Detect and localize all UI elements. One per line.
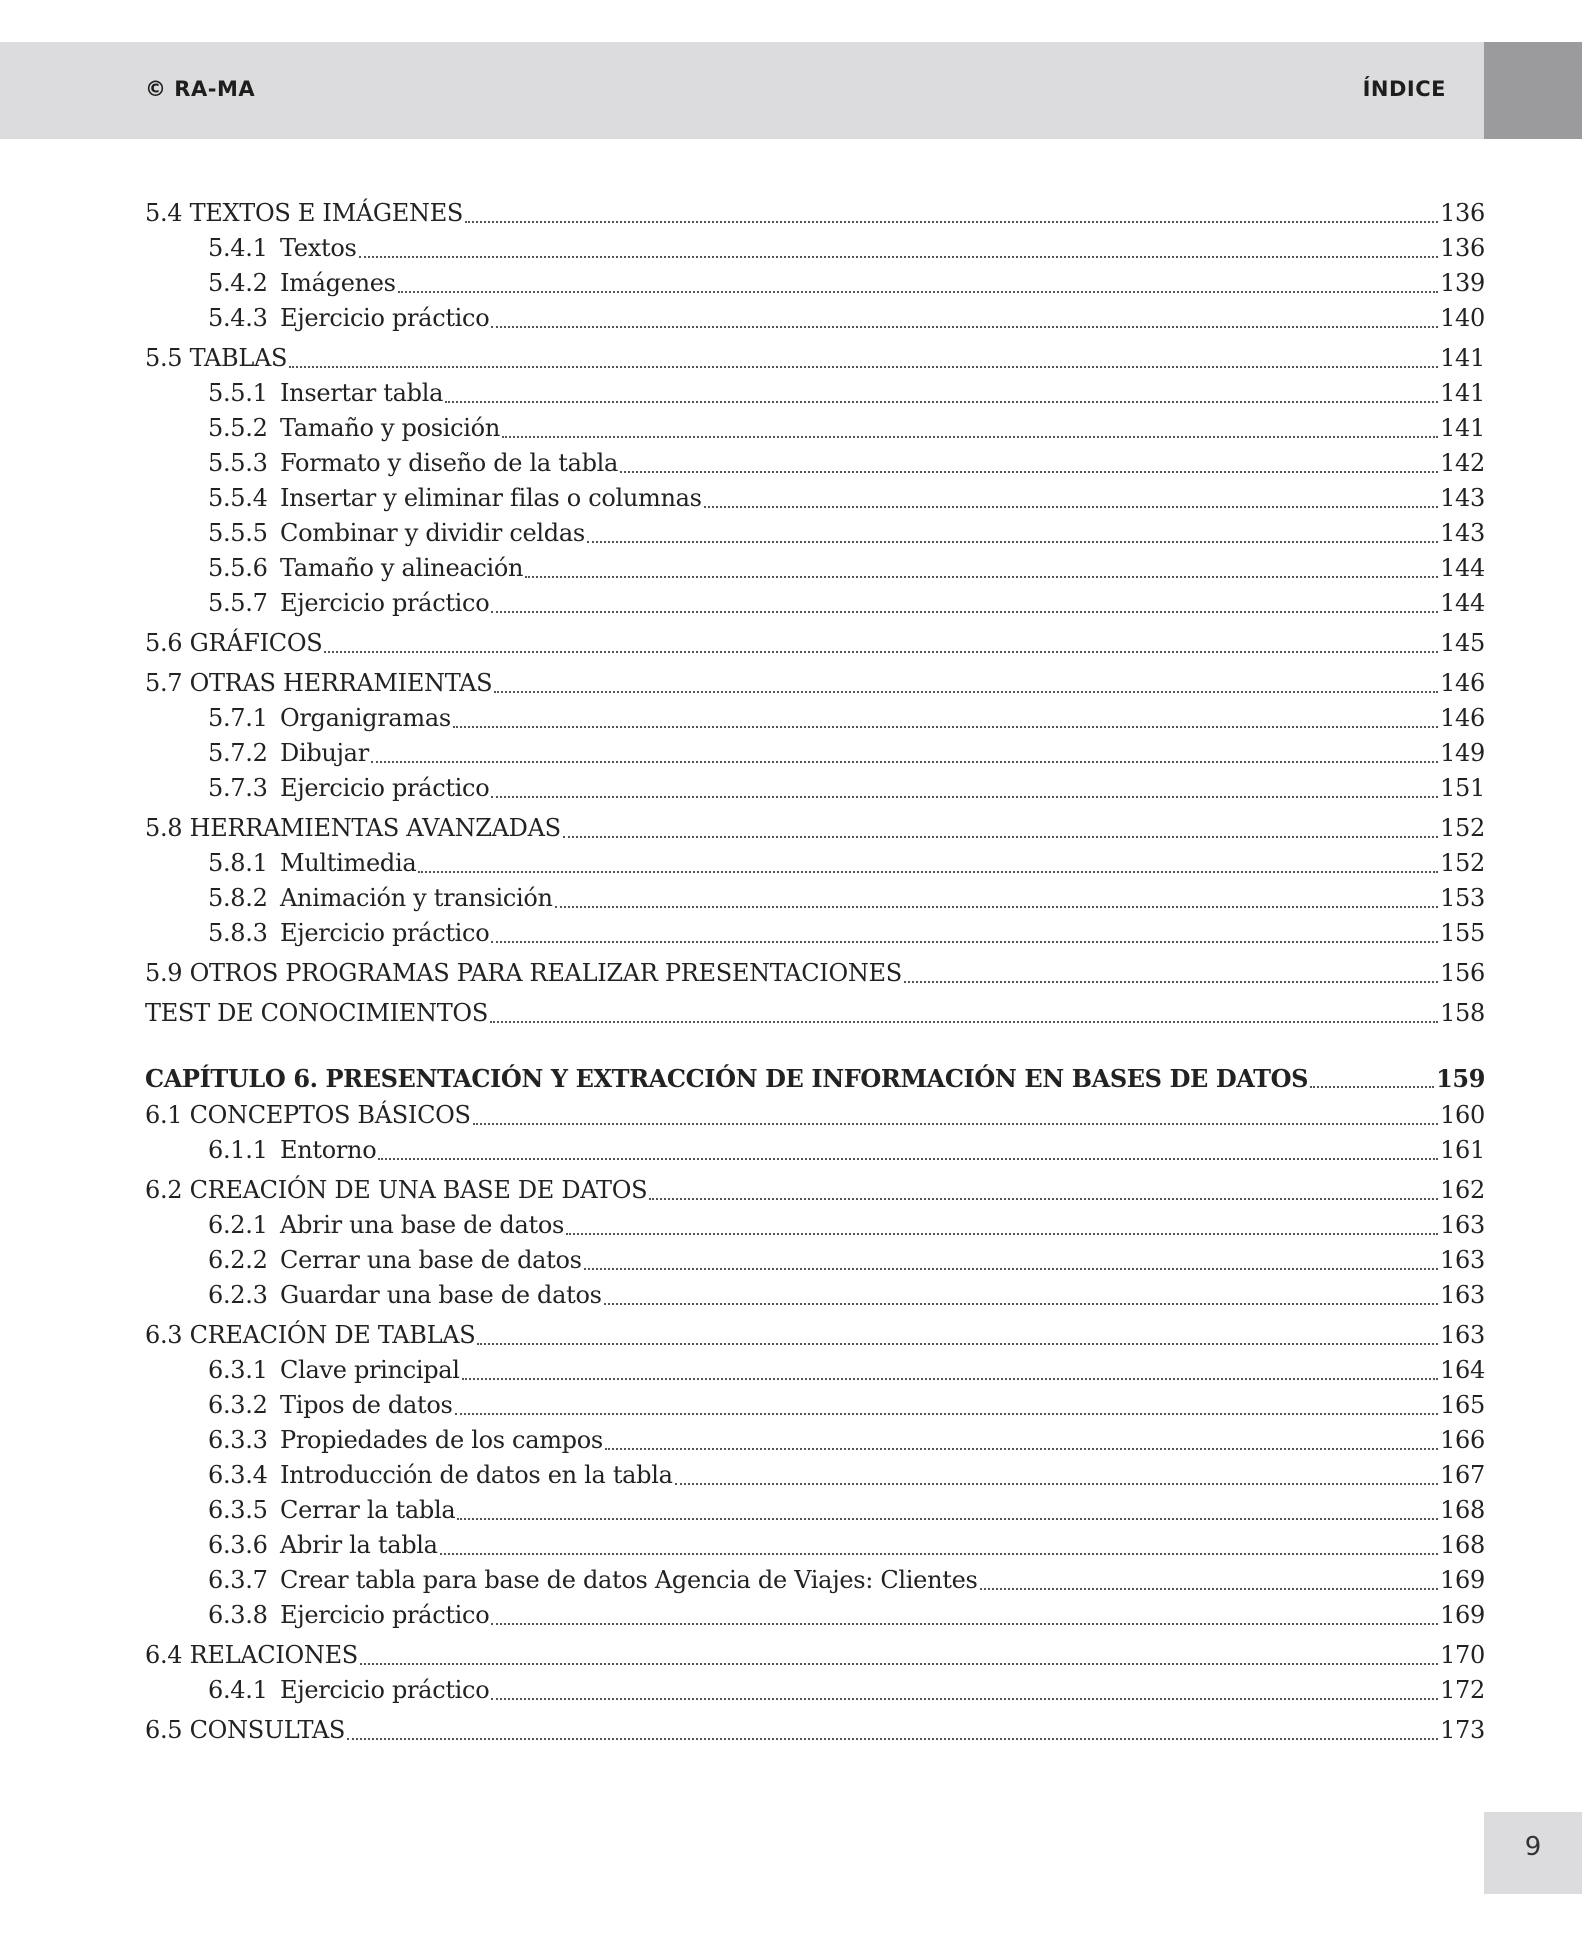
dot-leader — [491, 796, 1438, 798]
toc-entry-title: Abrir una base de datos — [280, 1211, 564, 1239]
toc-entry-title: Ejercicio práctico — [280, 774, 490, 802]
dot-leader — [566, 1233, 1438, 1235]
toc-entry — [145, 376, 1485, 411]
dot-leader — [587, 541, 1438, 543]
page-number: 9 — [1524, 1832, 1542, 1862]
toc-entry-page: 141 — [1440, 344, 1485, 372]
toc-entry-page: 166 — [1440, 1426, 1485, 1454]
dot-leader — [491, 941, 1438, 943]
toc-entry — [145, 1278, 1485, 1313]
toc-entry-number: 6.3.4 — [208, 1461, 268, 1489]
toc-entry — [145, 771, 1485, 806]
dot-leader — [457, 1518, 1438, 1520]
dot-leader — [525, 576, 1438, 578]
toc-entry-page: 152 — [1440, 814, 1485, 842]
toc-entry — [145, 1528, 1485, 1563]
dot-leader — [445, 401, 1438, 403]
toc-entry-number: 5.5.3 — [208, 449, 268, 477]
dot-leader — [704, 506, 1438, 508]
toc-entry-title: Introducción de datos en la tabla — [280, 1461, 673, 1489]
dot-leader — [465, 221, 1438, 223]
toc-entry-page: 156 — [1440, 959, 1485, 987]
toc-entry-number: 5.5.6 — [208, 554, 268, 582]
toc-entry-title: Ejercicio práctico — [280, 1676, 490, 1704]
toc-entry — [145, 586, 1485, 621]
toc-entry — [145, 1598, 1485, 1633]
dot-leader — [490, 1021, 1438, 1023]
toc-entry-page: 161 — [1440, 1136, 1485, 1164]
toc-entry — [145, 1563, 1485, 1598]
toc-entry-page: 159 — [1436, 1064, 1485, 1093]
toc-entry-page: 146 — [1440, 669, 1485, 697]
toc-entry-title: Organigramas — [280, 704, 451, 732]
toc-entry-number: 6.4.1 — [208, 1676, 268, 1704]
toc-entry-title: 6.2 CREACIÓN DE UNA BASE DE DATOS — [145, 1176, 648, 1204]
toc-entry — [145, 231, 1485, 266]
toc-entry-page: 165 — [1440, 1391, 1485, 1419]
toc-entry — [145, 481, 1485, 516]
dot-leader — [584, 1268, 1438, 1270]
toc-entry-page: 163 — [1440, 1246, 1485, 1274]
toc-entry — [145, 701, 1485, 736]
table-of-contents — [145, 196, 1485, 1748]
toc-entry-page: 168 — [1440, 1531, 1485, 1559]
toc-entry-page: 168 — [1440, 1496, 1485, 1524]
toc-entry-number: 6.1.1 — [208, 1136, 268, 1164]
toc-entry-page: 169 — [1440, 1566, 1485, 1594]
dot-leader — [494, 691, 1438, 693]
toc-entry — [145, 1713, 1485, 1748]
toc-entry-title: CAPÍTULO 6. PRESENTACIÓN Y EXTRACCIÓN DE INFORMACIÓN EN BASES DE DATOS — [145, 1064, 1309, 1093]
toc-entry-page: 153 — [1440, 884, 1485, 912]
toc-entry-title: 6.5 CONSULTAS — [145, 1716, 346, 1744]
dot-leader — [1310, 1086, 1434, 1088]
toc-entry-title: Ejercicio práctico — [280, 589, 490, 617]
toc-entry — [145, 1173, 1485, 1208]
toc-entry — [145, 1673, 1485, 1708]
toc-entry-title: 5.4 TEXTOS E IMÁGENES — [145, 199, 464, 227]
toc-entry-number: 5.4.1 — [208, 234, 268, 262]
toc-entry — [145, 846, 1485, 881]
dot-leader — [491, 326, 1438, 328]
dot-leader — [675, 1483, 1438, 1485]
section-label: ÍNDICE — [1362, 77, 1446, 101]
toc-entry-title: Tamaño y alineación — [280, 554, 524, 582]
toc-entry-page: 136 — [1440, 199, 1485, 227]
toc-entry — [145, 1493, 1485, 1528]
dot-leader — [398, 291, 1438, 293]
toc-entry — [145, 411, 1485, 446]
toc-entry-page: 164 — [1440, 1356, 1485, 1384]
dot-leader — [360, 1663, 1438, 1665]
toc-entry-page: 172 — [1440, 1676, 1485, 1704]
toc-entry-title: 6.4 RELACIONES — [145, 1641, 358, 1669]
dot-leader — [649, 1198, 1438, 1200]
dot-leader — [324, 651, 1438, 653]
dot-leader — [347, 1738, 1438, 1740]
toc-entry — [145, 1208, 1485, 1243]
toc-entry-number: 5.7.1 — [208, 704, 268, 732]
toc-entry-title: Multimedia — [280, 849, 417, 877]
dot-leader — [371, 761, 1438, 763]
toc-entry-title: Clave principal — [280, 1356, 460, 1384]
toc-entry-number: 5.5.7 — [208, 589, 268, 617]
toc-entry-title: Animación y transición — [280, 884, 553, 912]
dot-leader — [502, 436, 1438, 438]
toc-entry-title: Guardar una base de datos — [280, 1281, 602, 1309]
toc-entry-page: 162 — [1440, 1176, 1485, 1204]
dot-leader — [453, 726, 1438, 728]
toc-entry-number: 6.2.2 — [208, 1246, 268, 1274]
toc-entry-page: 144 — [1440, 554, 1485, 582]
toc-entry — [145, 916, 1485, 951]
toc-entry-number: 5.8.1 — [208, 849, 268, 877]
publisher-label: © RA-MA — [145, 77, 256, 101]
toc-entry — [145, 956, 1485, 991]
toc-entry — [145, 1243, 1485, 1278]
toc-entry-title: Crear tabla para base de datos Agencia de Viajes: Clientes — [280, 1566, 978, 1594]
toc-entry-page: 163 — [1440, 1281, 1485, 1309]
toc-entry-page: 152 — [1440, 849, 1485, 877]
toc-entry-title: Propiedades de los campos — [280, 1426, 603, 1454]
dot-leader — [455, 1413, 1439, 1415]
dot-leader — [440, 1553, 1438, 1555]
toc-entry-page: 155 — [1440, 919, 1485, 947]
toc-entry-title: 5.5 TABLAS — [145, 344, 288, 372]
toc-entry-page: 169 — [1440, 1601, 1485, 1629]
dot-leader — [473, 1123, 1438, 1125]
toc-entry — [145, 881, 1485, 916]
toc-entry — [145, 516, 1485, 551]
toc-entry — [145, 626, 1485, 661]
toc-entry-title: 5.8 HERRAMIENTAS AVANZADAS — [145, 814, 561, 842]
toc-entry-number: 5.4.2 — [208, 269, 268, 297]
toc-entry-title: Combinar y dividir celdas — [280, 519, 585, 547]
toc-entry-title: 5.7 OTRAS HERRAMIENTAS — [145, 669, 493, 697]
toc-entry-page: 158 — [1440, 999, 1485, 1027]
toc-entry-page: 146 — [1440, 704, 1485, 732]
dot-leader — [563, 836, 1438, 838]
toc-entry-title: TEST DE CONOCIMIENTOS — [145, 999, 488, 1027]
dot-leader — [378, 1158, 1438, 1160]
toc-entry — [145, 1061, 1485, 1096]
toc-entry-number: 6.2.3 — [208, 1281, 268, 1309]
dot-leader — [289, 366, 1438, 368]
toc-entry-page: 149 — [1440, 739, 1485, 767]
toc-entry-page: 136 — [1440, 234, 1485, 262]
dot-leader — [605, 1448, 1438, 1450]
toc-entry — [145, 301, 1485, 336]
toc-entry-page: 142 — [1440, 449, 1485, 477]
toc-entry-number: 5.5.2 — [208, 414, 268, 442]
toc-entry-title: Imágenes — [280, 269, 396, 297]
toc-entry-page: 160 — [1440, 1101, 1485, 1129]
toc-entry — [145, 1098, 1485, 1133]
toc-entry-title: Tipos de datos — [280, 1391, 453, 1419]
toc-entry-number: 6.3.5 — [208, 1496, 268, 1524]
toc-entry — [145, 1133, 1485, 1168]
toc-entry — [145, 996, 1485, 1031]
toc-entry-title: Ejercicio práctico — [280, 1601, 490, 1629]
toc-entry-title: Insertar tabla — [280, 379, 444, 407]
toc-entry-page: 141 — [1440, 379, 1485, 407]
toc-entry-number: 6.3.2 — [208, 1391, 268, 1419]
toc-entry-title: Abrir la tabla — [280, 1531, 438, 1559]
toc-entry — [145, 341, 1485, 376]
toc-entry-number: 6.3.3 — [208, 1426, 268, 1454]
toc-entry-number: 5.5.5 — [208, 519, 268, 547]
toc-entry — [145, 666, 1485, 701]
toc-entry-number: 5.8.2 — [208, 884, 268, 912]
toc-entry-number: 5.7.2 — [208, 739, 268, 767]
toc-entry-page: 139 — [1440, 269, 1485, 297]
dot-leader — [359, 256, 1439, 258]
dot-leader — [491, 1698, 1438, 1700]
toc-entry-page: 143 — [1440, 484, 1485, 512]
toc-entry-title: 6.1 CONCEPTOS BÁSICOS — [145, 1101, 471, 1129]
dot-leader — [980, 1588, 1439, 1590]
toc-entry — [145, 1458, 1485, 1493]
toc-entry-page: 144 — [1440, 589, 1485, 617]
toc-entry — [145, 266, 1485, 301]
toc-entry — [145, 1353, 1485, 1388]
toc-entry-title: 5.9 OTROS PROGRAMAS PARA REALIZAR PRESENTACIONES — [145, 959, 902, 987]
toc-entry-page: 143 — [1440, 519, 1485, 547]
dot-leader — [904, 981, 1438, 983]
toc-entry-number: 5.5.1 — [208, 379, 268, 407]
toc-entry-page: 140 — [1440, 304, 1485, 332]
toc-entry — [145, 1423, 1485, 1458]
toc-entry — [145, 1388, 1485, 1423]
toc-entry — [145, 1318, 1485, 1353]
toc-entry-title: Ejercicio práctico — [280, 919, 490, 947]
dot-leader — [477, 1343, 1438, 1345]
dot-leader — [462, 1378, 1438, 1380]
toc-entry-title: Entorno — [280, 1136, 377, 1164]
toc-entry — [145, 736, 1485, 771]
toc-entry-number: 6.3.7 — [208, 1566, 268, 1594]
toc-entry — [145, 811, 1485, 846]
toc-entry-page: 173 — [1440, 1716, 1485, 1744]
toc-entry-page: 170 — [1440, 1641, 1485, 1669]
toc-entry-number: 5.5.4 — [208, 484, 268, 512]
toc-entry-page: 141 — [1440, 414, 1485, 442]
toc-entry-number: 5.4.3 — [208, 304, 268, 332]
toc-entry-number: 6.3.6 — [208, 1531, 268, 1559]
toc-entry-title: Cerrar la tabla — [280, 1496, 456, 1524]
toc-entry — [145, 1638, 1485, 1673]
toc-entry-page: 151 — [1440, 774, 1485, 802]
toc-entry-number: 6.2.1 — [208, 1211, 268, 1239]
header-tab-marker — [1484, 42, 1582, 139]
toc-entry-title: 6.3 CREACIÓN DE TABLAS — [145, 1321, 476, 1349]
toc-entry-title: Textos — [280, 234, 357, 262]
toc-entry-title: Ejercicio práctico — [280, 304, 490, 332]
toc-entry-number: 6.3.1 — [208, 1356, 268, 1384]
dot-leader — [491, 611, 1438, 613]
toc-entry-page: 163 — [1440, 1321, 1485, 1349]
toc-entry-page: 163 — [1440, 1211, 1485, 1239]
dot-leader — [491, 1623, 1438, 1625]
toc-entry-number: 5.8.3 — [208, 919, 268, 947]
toc-entry — [145, 551, 1485, 586]
toc-entry — [145, 446, 1485, 481]
toc-entry-title: Cerrar una base de datos — [280, 1246, 582, 1274]
dot-leader — [620, 471, 1438, 473]
toc-entry-number: 5.7.3 — [208, 774, 268, 802]
dot-leader — [555, 906, 1438, 908]
toc-entry-page: 167 — [1440, 1461, 1485, 1489]
toc-entry — [145, 196, 1485, 231]
toc-entry-title: 5.6 GRÁFICOS — [145, 629, 323, 657]
toc-entry-number: 6.3.8 — [208, 1601, 268, 1629]
dot-leader — [418, 871, 1438, 873]
toc-entry-title: Insertar y eliminar filas o columnas — [280, 484, 702, 512]
toc-entry-title: Dibujar — [280, 739, 369, 767]
toc-entry-page: 145 — [1440, 629, 1485, 657]
toc-entry-title: Tamaño y posición — [280, 414, 500, 442]
toc-entry-title: Formato y diseño de la tabla — [280, 449, 619, 477]
dot-leader — [604, 1303, 1438, 1305]
